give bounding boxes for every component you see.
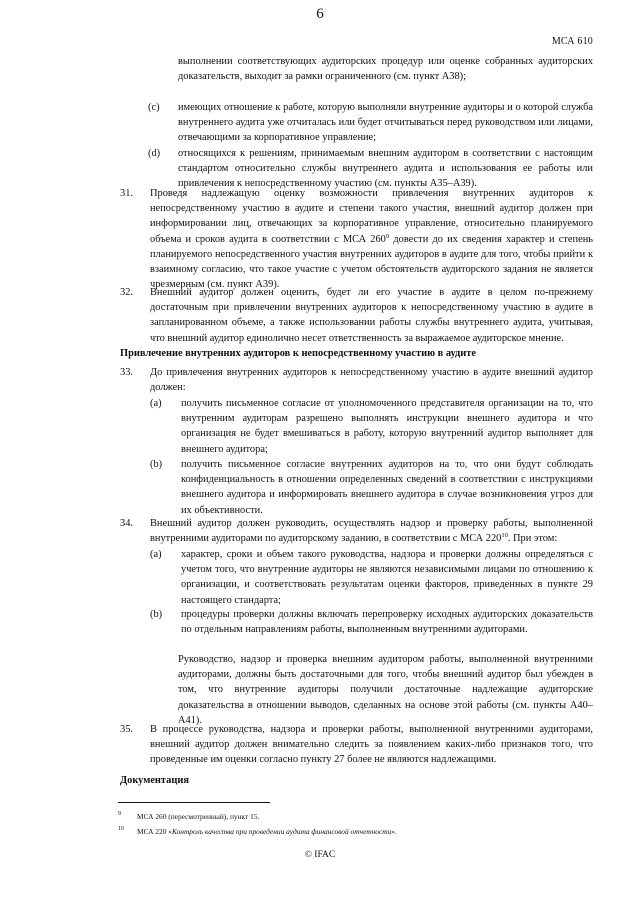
para-32-number: 32. [120, 287, 133, 298]
para-31-text [150, 186, 593, 292]
para-34-text-after: . При этом: [507, 533, 558, 545]
para-35-text: В процессе руководства, надзора и проверки работы, выполненной внутренними аудиторами, внешний аудитор должен внимательно следить за появлением каких-либо признаков того, что проведенные им оценки согласно пункту 27 более не являются надлежащими. [150, 724, 593, 766]
footnote-10-text-end: ». [391, 827, 397, 836]
footnote-separator [118, 802, 270, 803]
para-34-item-a-text: характер, сроки и объем такого руководства, надзора и проверки должны определяться с учетом того, что внутренние аудиторы не являются независимыми лицами по отношению к организации, и соответствовать результатам оценки факторов, приведенных в пункте 29 настоящего стандарта; [181, 549, 593, 606]
para-34-item-b-text: процедуры проверки должны включать перепроверку исходных аудиторских доказательств по отдельным направлениям работы, выполненным внутренними аудиторами. [181, 609, 593, 636]
para-31-number: 31. [120, 188, 133, 199]
para-34-number: 34. [120, 518, 133, 529]
footnote-10-text [137, 827, 397, 837]
para-33-item-a-marker: (a) [150, 398, 162, 409]
section-heading: Привлечение внутренних аудиторов к непосредственному участию в аудите [120, 348, 476, 359]
para-34-item-b-marker: (b) [150, 609, 163, 620]
footnote-9-number: 9 [118, 811, 121, 817]
para-34-item-a-marker: (a) [150, 549, 162, 560]
para-33-text: До привлечения внутренних аудиторов к непосредственному участию в аудите внешний аудитор должен: [150, 367, 593, 394]
para-33-item-b-marker: (b) [150, 459, 163, 470]
para-33-item-a-text: получить письменное согласие от уполномоченного представителя организации на то, что внутренним аудиторам разрешено выполнять инструкции внешнего аудитора и что организация не будет вмешиваться в работу, которую внутренний аудитор выполняет для внешнего аудитора; [181, 398, 593, 455]
item-d-marker: (d) [148, 148, 161, 159]
standard-label: МСА 610 [551, 36, 593, 47]
footnote-ref-10: 10 [501, 532, 508, 540]
footnote-9-text: МСА 260 (пересмотренный), пункт 15. [137, 812, 260, 821]
page-number: 6 [316, 6, 324, 22]
para-33-number: 33. [120, 367, 133, 378]
intro-paragraph: выполнении соответствующих аудиторских процедур или оценке собранных аудиторских доказательств, выходит за рамки ограниченного (см. пункт А38); [178, 56, 593, 83]
para-31-text-before: Проведя надлежащую оценку возможности привлечения внутренних аудиторов к непосредственному участию в аудите и степени такого участия, внешний аудитор должен при информировании лиц, отвечающих за корпоративное управление, относительно планируемого объема и сроков аудита в соответствии с МСА 260 [150, 188, 593, 245]
section-heading-documentation: Документация [120, 775, 189, 786]
copyright-footer: © IFAC [304, 850, 336, 860]
footnote-ref-9: 9 [385, 232, 390, 240]
footnote-10-text-plain: МСА 220 « [137, 827, 172, 836]
item-c-text: имеющих отношение к работе, которую выполняли внутренние аудиторы и о которой служба внутреннего аудита уже отчиталась или будет отчитываться перед руководством или лицами, отвечающими за корпоративное управление; [178, 102, 593, 144]
para-34-closing: Руководство, надзор и проверка внешним аудитором работы, выполненной внутренними аудиторами, должны быть достаточными для того, чтобы внешний аудитор был убежден в том, что внутренние аудиторы получили достаточные надлежащие аудиторские доказательства в отношении выводов, сделанных на основе этой работы (см. пункты А40–А41). [178, 654, 593, 726]
footnote-10-number: 10 [118, 826, 124, 832]
para-31-text-after: довести до их сведения характер и степень планируемого непосредственного участия внутренних аудиторов в аудите для того, чтобы прийти к взаимному согласию, что такое участие с учетом обстоятельств аудиторского задания не является чрезмерным (см. пункт А39). [150, 233, 593, 291]
para-33-item-b-text: получить письменное согласие внутренних аудиторов на то, что они будут соблюдать конфиденциальность в отношении определенных сведений в соответствии с инструкциями внешнего аудитора и информировать внешнего аудитора в случае возникновения угроз для их объективности. [181, 459, 593, 516]
item-c-marker: (c) [148, 102, 160, 113]
item-d-text: относящихся к решениям, принимаемым внешним аудитором в соответствии с настоящим стандартом относительно службы внутреннего аудита и использования ее работы или привлечения к непосредственному участию (см. пункты А35–А39). [178, 148, 593, 190]
footnote-10-text-italic: Контроль качества при проведении аудита финансовой отчетности [171, 827, 392, 836]
para-34-text [150, 516, 593, 546]
para-34-text-before: Внешний аудитор должен руководить, осуществлять надзор и проверку работы, выполненной внутренними аудиторами по аудиторскому заданию, в соответствии с МСА 220 [150, 518, 593, 545]
para-35-number: 35. [120, 724, 133, 735]
para-32-text: Внешний аудитор должен оценить, будет ли его участие в аудите в целом по-прежнему достаточным при привлечении внутренних аудиторов к непосредственному участию в аудите в запланированном объеме, а также использовании работы службы внутреннего аудита, учитывая, что внешний аудитор единолично несет ответственность за выражаемое аудиторское мнение. [150, 287, 593, 344]
